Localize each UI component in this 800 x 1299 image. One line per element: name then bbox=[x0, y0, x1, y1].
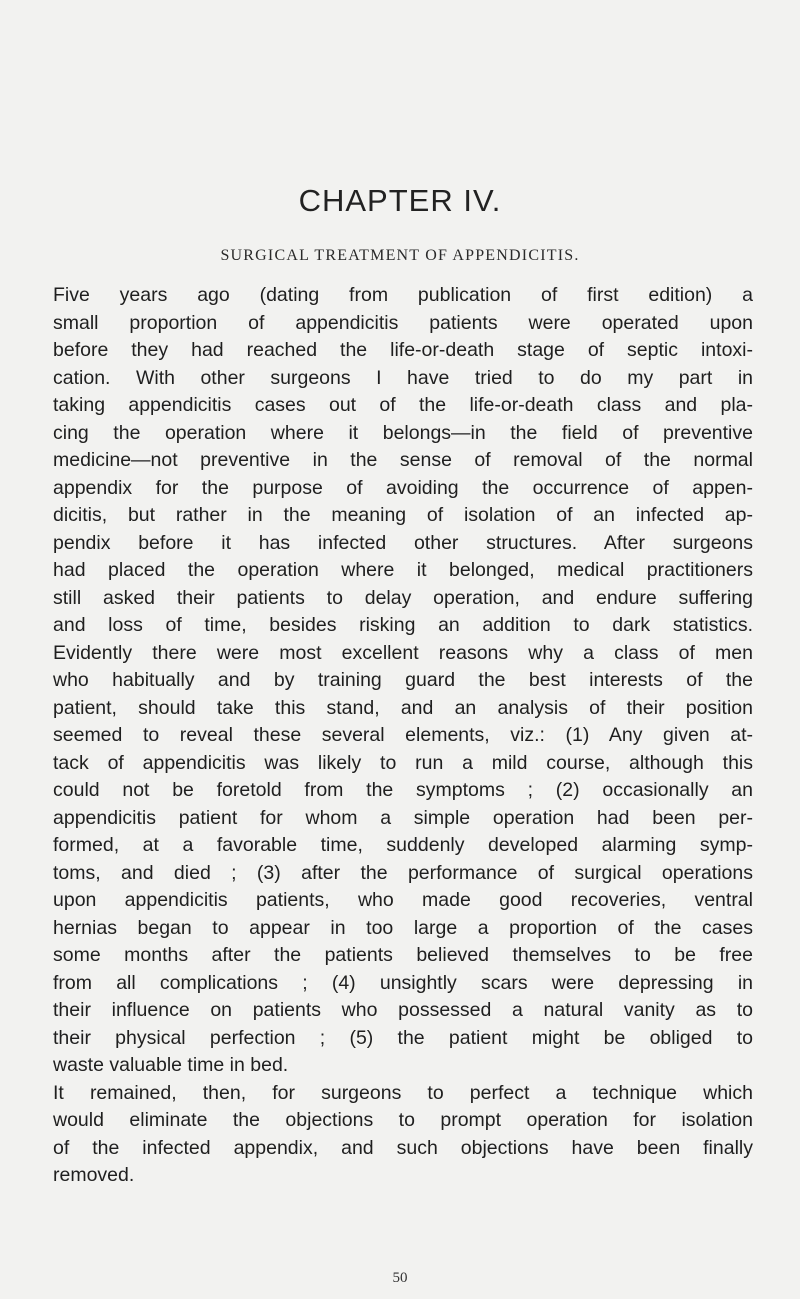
text-line: hernias began to appear in too large a proportion of the cases bbox=[53, 916, 753, 939]
text-line: still asked their patients to delay operation, and endure suffering bbox=[53, 586, 753, 609]
text-line: seemed to reveal these several elements, viz.: (1) Any given at- bbox=[53, 724, 753, 746]
chapter-title: CHAPTER IV. bbox=[298, 183, 502, 218]
text-line: dicitis, but rather in the meaning of isolation of an infected ap- bbox=[53, 504, 753, 526]
text-line: of the infected appendix, and such objections have been finally bbox=[53, 1136, 753, 1159]
text-line: who habitually and by training guard the best interests of the bbox=[53, 669, 753, 691]
text-line: small proportion of appendicitis patients were operated upon bbox=[53, 311, 753, 334]
text-line: tack of appendicitis was likely to run a mild course, although this bbox=[53, 751, 753, 774]
text-line: Five years ago (dating from publication of first edition) a bbox=[53, 284, 753, 306]
text-line: cing the operation where it belongs—in the field of preventive bbox=[53, 421, 753, 444]
section-title: SURGICAL TREATMENT OF APPENDICITIS. bbox=[220, 247, 580, 264]
text-line: upon appendicitis patients, who made good recoveries, ventral bbox=[53, 889, 753, 911]
paragraph bbox=[53, 1080, 753, 1190]
text-line: pendix before it has infected other structures. After surgeons bbox=[53, 531, 753, 554]
text-line: medicine—not preventive in the sense of removal of the normal bbox=[53, 449, 753, 471]
text-line: waste valuable time in bed. bbox=[53, 1054, 289, 1076]
text-line: patient, should take this stand, and an analysis of their position bbox=[53, 696, 753, 719]
text-line: Evidently there were most excellent reasons why a class of men bbox=[53, 641, 753, 664]
text-line: It remained, then, for surgeons to perfect a technique which bbox=[53, 1081, 753, 1104]
text-line: some months after the patients believed themselves to be free bbox=[53, 944, 753, 966]
text-line: would eliminate the objections to prompt operation for isolation bbox=[53, 1109, 753, 1131]
text-line: had placed the operation where it belonged, medical practitioners bbox=[53, 559, 753, 581]
text-line: their influence on patients who possessed a natural vanity as to bbox=[53, 999, 753, 1021]
text-line: removed. bbox=[53, 1164, 135, 1186]
text-line: appendix for the purpose of avoiding the occurrence of appen- bbox=[53, 476, 753, 499]
text-line: cation. With other surgeons I have tried to do my part in bbox=[53, 366, 753, 389]
text-line: their physical perfection ; (5) the patient might be obliged to bbox=[53, 1026, 753, 1049]
text-line: and loss of time, besides risking an addition to dark statistics. bbox=[53, 614, 753, 636]
text-line: formed, at a favorable time, suddenly developed alarming symp- bbox=[53, 834, 753, 856]
text-line: from all complications ; (4) unsightly scars were depressing in bbox=[53, 971, 753, 994]
page-number: 50 bbox=[392, 1270, 408, 1286]
text-line: appendicitis patient for whom a simple operation had been per- bbox=[53, 806, 753, 829]
text-line: before they had reached the life-or-death stage of septic intoxi- bbox=[53, 339, 753, 361]
body-text bbox=[53, 282, 753, 1190]
text-line: toms, and died ; (3) after the performance of surgical operations bbox=[53, 861, 753, 884]
text-line: could not be foretold from the symptoms ; (2) occasionally an bbox=[53, 779, 753, 801]
paragraph bbox=[53, 282, 753, 1080]
text-line: taking appendicitis cases out of the life-or-death class and pla- bbox=[53, 394, 753, 416]
